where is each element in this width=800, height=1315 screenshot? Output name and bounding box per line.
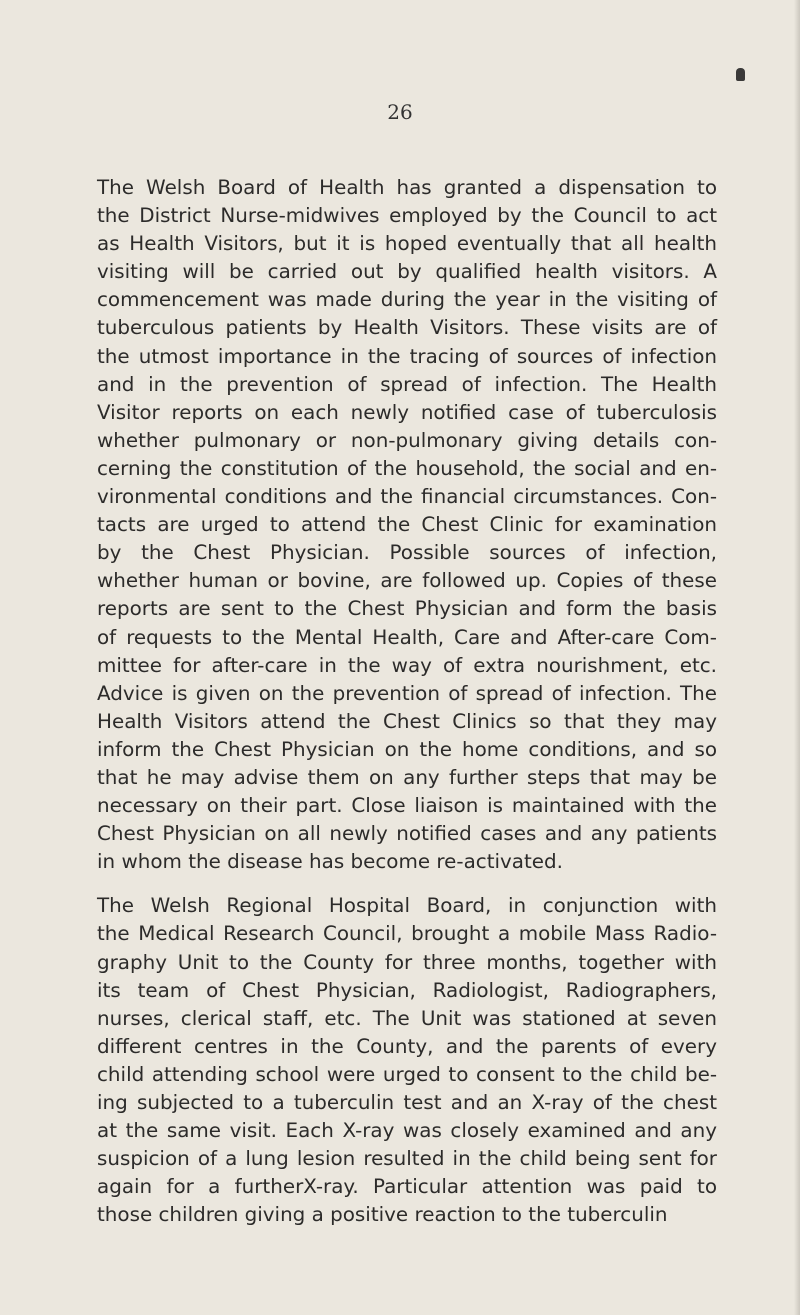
text-line: inform the Chest Physician on the home conditions, and so <box>97 737 717 761</box>
text-line: vironmental conditions and the financial circumstances. Con- <box>97 485 717 509</box>
text-line: at the same visit. Each X-ray was closely examined and any <box>97 1119 717 1143</box>
page-corner-mark <box>736 68 745 81</box>
text-line: the Medical Research Council, brought a mobile Mass Radio- <box>97 922 717 946</box>
text-line: whether pulmonary or non-pulmonary giving details con- <box>97 428 717 452</box>
text-line: of requests to the Mental Health, Care and After-care Com- <box>97 625 717 649</box>
text-line: Visitor reports on each newly notified case of tuberculosis <box>97 400 717 424</box>
text-line: child attending school were urged to consent to the child be- <box>97 1062 717 1086</box>
text-line: different centres in the County, and the parents of every <box>97 1034 717 1058</box>
text-line: nurses, clerical staff, etc. The Unit was stationed at seven <box>97 1006 717 1030</box>
text-line: Advice is given on the prevention of spread of infection. The <box>97 681 717 705</box>
page-number: 26 <box>387 100 413 124</box>
text-line: the utmost importance in the tracing of sources of infection <box>97 344 717 368</box>
text-line: its team of Chest Physician, Radiologist, Radiographers, <box>97 978 717 1002</box>
page-edge-shadow <box>794 0 800 1315</box>
text-line: cerning the constitution of the household, the social and en- <box>97 456 717 480</box>
text-line: the District Nurse-midwives employed by the Council to act <box>97 204 717 228</box>
paragraph-health-visiting <box>97 174 717 876</box>
text-line: tuberculous patients by Health Visitors. These visits are of <box>97 316 717 340</box>
text-line: by the Chest Physician. Possible sources of infection, <box>97 541 717 565</box>
text-line: in whom the disease has become re-activated. <box>97 850 563 874</box>
text-line: The Welsh Regional Hospital Board, in conjunction with <box>97 894 717 918</box>
text-line: those children giving a positive reaction to the tuberculin <box>97 1203 668 1227</box>
text-line: suspicion of a lung lesion resulted in the child being sent for <box>97 1147 717 1171</box>
text-line: commencement was made during the year in the visiting of <box>97 288 717 312</box>
text-line: again for a furtherX-ray. Particular attention was paid to <box>97 1175 717 1199</box>
text-line: that he may advise them on any further steps that may be <box>97 765 717 789</box>
text-line: tacts are urged to attend the Chest Clinic for examination <box>97 513 717 537</box>
text-line: ing subjected to a tuberculin test and an X-ray of the chest <box>97 1091 717 1114</box>
text-line: visiting will be carried out by qualified health visitors. A <box>97 260 717 284</box>
paragraph-mass-radiography <box>97 892 717 1229</box>
text-line: mittee for after-care in the way of extra nourishment, etc. <box>97 653 717 677</box>
text-line: Health Visitors attend the Chest Clinics so that they may <box>97 709 717 733</box>
text-line: Chest Physician on all newly notified cases and any patients <box>97 822 717 846</box>
body-text <box>97 174 717 1229</box>
text-line: and in the prevention of spread of infection. The Health <box>97 372 717 396</box>
text-line: graphy Unit to the County for three months, together with <box>97 950 717 974</box>
text-line: The Welsh Board of Health has granted a dispensation to <box>97 176 717 199</box>
text-line: reports are sent to the Chest Physician and form the basis <box>97 597 717 621</box>
text-line: whether human or bovine, are followed up. Copies of these <box>97 569 717 593</box>
text-line: necessary on their part. Close liaison is maintained with the <box>97 794 717 818</box>
text-line: as Health Visitors, but it is hoped eventually that all health <box>97 232 717 256</box>
